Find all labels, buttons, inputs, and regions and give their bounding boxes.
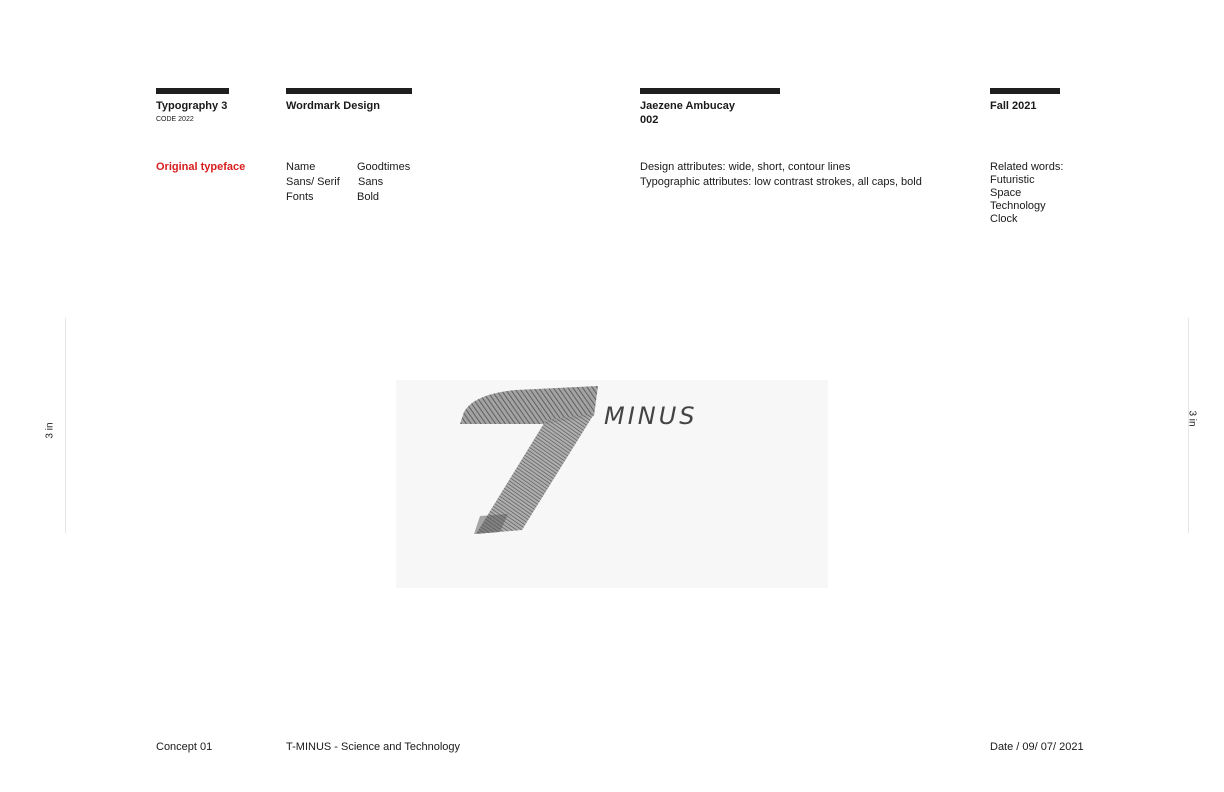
course-title: Typography 3 — [156, 100, 228, 112]
left-guide-line — [65, 318, 66, 533]
related-word: Technology — [990, 200, 1046, 212]
section-label: Original typeface — [156, 161, 246, 173]
related-word: Space — [990, 187, 1022, 199]
right-measure-label: 3 in — [1186, 410, 1198, 427]
typeface-value: Sans — [358, 176, 384, 188]
footer-title: T-MINUS - Science and Technology — [286, 741, 461, 753]
typographic-attributes: Typographic attributes: low contrast strokes, all caps, bold — [640, 176, 922, 188]
term-label: Fall 2021 — [990, 100, 1037, 112]
course-code: CODE 2022 — [156, 116, 194, 123]
header-rule-term — [990, 88, 1060, 94]
sketch-illustration — [396, 380, 828, 588]
project-title: Wordmark Design — [286, 100, 380, 112]
left-measure-label: 3 in — [44, 422, 56, 439]
typeface-value: Goodtimes — [357, 161, 411, 173]
related-heading: Related words: — [990, 161, 1064, 173]
typeface-key: Fonts — [286, 191, 314, 203]
footer-date: Date / 09/ 07/ 2021 — [990, 741, 1084, 753]
related-word: Futuristic — [990, 174, 1035, 186]
wordmark-sketch — [396, 380, 828, 588]
student-number: 002 — [640, 114, 659, 126]
typeface-key: Name — [286, 161, 316, 173]
design-attributes: Design attributes: wide, short, contour lines — [640, 161, 851, 173]
typeface-key: Sans/ Serif — [286, 176, 340, 188]
typeface-keys — [286, 161, 340, 206]
header-rule-student — [640, 88, 780, 94]
typeface-value: Bold — [357, 191, 380, 203]
header-rule-project — [286, 88, 412, 94]
related-words — [990, 161, 1063, 226]
footer-concept: Concept 01 — [156, 741, 213, 753]
sketch-wordmark-text: MINUS — [604, 402, 698, 430]
typeface-values — [357, 161, 410, 206]
student-name: Jaezene Ambucay — [640, 100, 735, 112]
header-rule-course — [156, 88, 229, 94]
related-word: Clock — [990, 213, 1018, 225]
